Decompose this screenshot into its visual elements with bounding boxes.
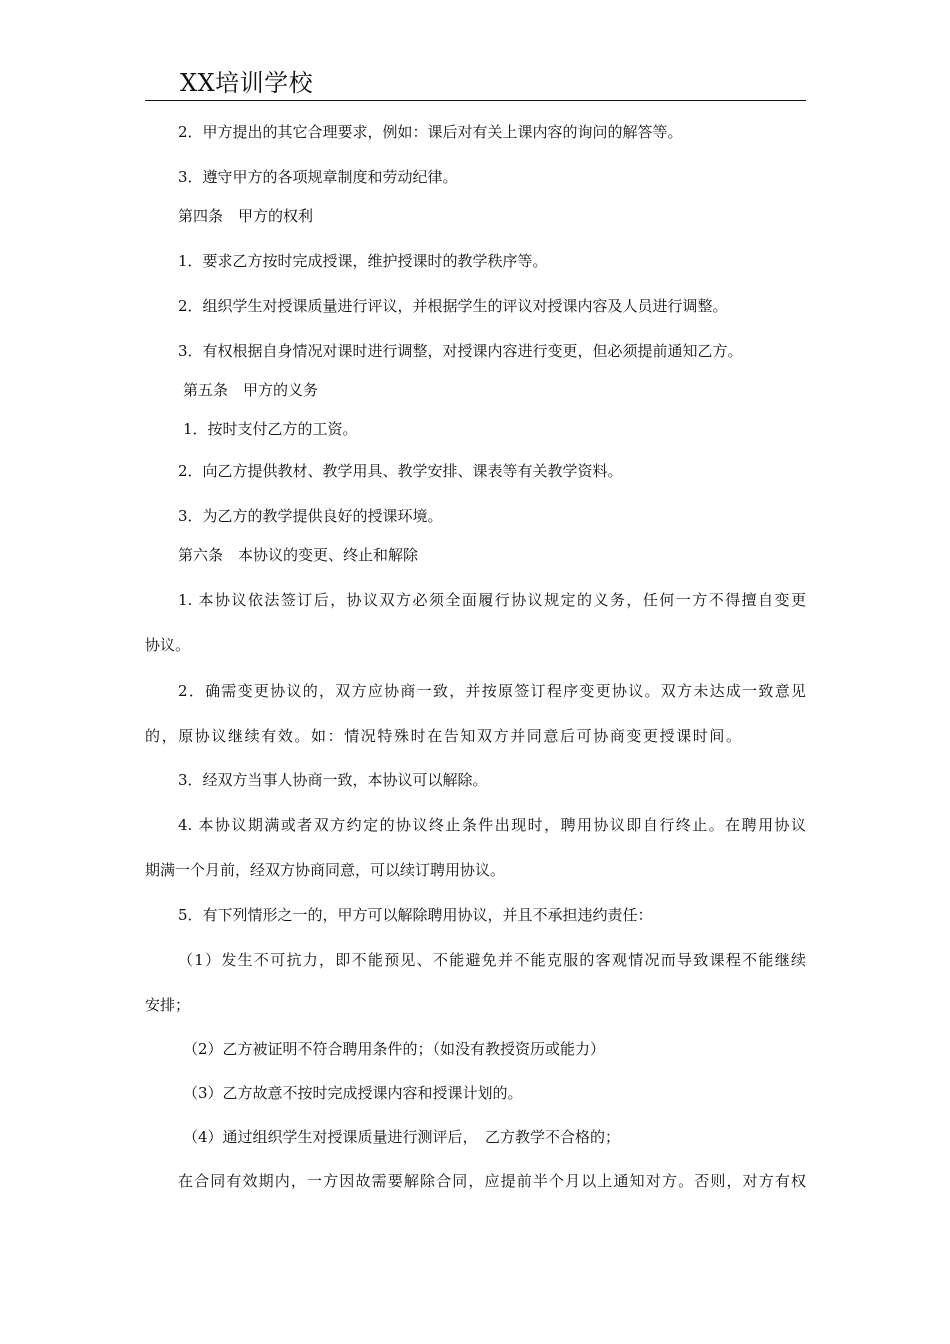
section-heading: 第四条 甲方的权利 [178, 207, 314, 225]
paragraph-line: 5．有下列情形之一的，甲方可以解除聘用协议，并且不承担违约责任： [178, 906, 653, 924]
header-divider [145, 100, 806, 101]
paragraph-line: 的，原协议继续有效。如：情况特殊时在告知双方并同意后可协商变更授课时间。 [145, 727, 741, 745]
paragraph-line: 2．甲方提出的其它合理要求，例如：课后对有关上课内容的询问的解答等。 [178, 123, 683, 141]
paragraph-line: 3．为乙方的教学提供良好的授课环境。 [178, 507, 443, 525]
paragraph-line: 2．确需变更协议的，双方应协商一致，并按原签订程序变更协议。双方未达成一致意见 [178, 682, 806, 700]
paragraph-line: 2．组织学生对授课质量进行评议，并根据学生的评议对授课内容及人员进行调整。 [178, 297, 728, 315]
paragraph-line: （1）发生不可抗力，即不能预见、不能避免并不能克服的客观情况而导致课程不能继续 [178, 951, 806, 969]
paragraph-line: 安排； [145, 996, 191, 1014]
list-item: （3）乙方故意不按时完成授课内容和授课计划的。 [183, 1084, 523, 1102]
paragraph-line: 4. 本协议期满或者双方约定的协议终止条件出现时，聘用协议即自行终止。在聘用协议 [178, 816, 806, 834]
paragraph-line: 期满一个月前，经双方协商同意，可以续订聘用协议。 [145, 861, 506, 879]
paragraph-line: 1．按时支付乙方的工资。 [183, 420, 358, 438]
paragraph-line: 1．要求乙方按时完成授课，维护授课时的教学秩序等。 [178, 252, 548, 270]
paragraph-line: 3．有权根据自身情况对课时进行调整，对授课内容进行变更，但必须提前通知乙方。 [178, 342, 743, 360]
paragraph-line: 1. 本协议依法签订后，协议双方必须全面履行协议规定的义务，任何一方不得擅自变更 [178, 591, 806, 609]
section-heading: 第五条 甲方的义务 [183, 381, 319, 399]
paragraph-line: 2．向乙方提供教材、教学用具、教学安排、课表等有关教学资料。 [178, 462, 623, 480]
paragraph-line: 3．遵守甲方的各项规章制度和劳动纪律。 [178, 168, 458, 186]
section-heading: 第六条 本协议的变更、终止和解除 [178, 546, 419, 564]
paragraph-line: 在合同有效期内，一方因故需要解除合同，应提前半个月以上通知对方。否则，对方有权 [178, 1172, 806, 1190]
list-item: （4）通过组织学生对授课质量进行测评后， 乙方教学不合格的； [183, 1128, 621, 1146]
paragraph-line: 3．经双方当事人协商一致，本协议可以解除。 [178, 771, 488, 789]
paragraph-line: 协议。 [145, 636, 191, 654]
page-header-title: XX培训学校 [180, 69, 314, 97]
list-item: （2）乙方被证明不符合聘用条件的；（如没有教授资历或能力） [183, 1040, 606, 1058]
